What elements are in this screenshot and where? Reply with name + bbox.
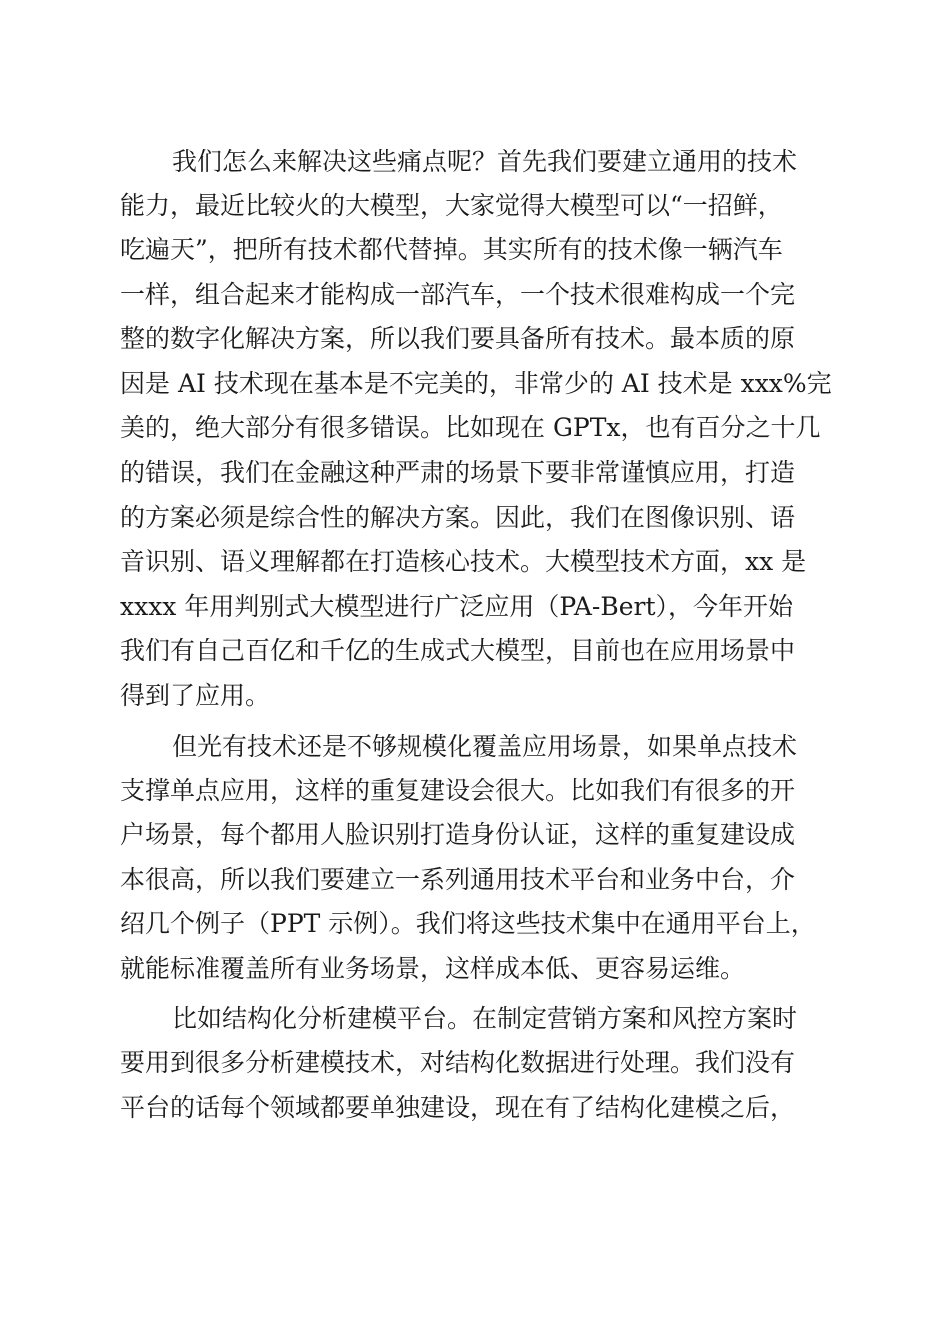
paragraph-2-line-6: 就能标准覆盖所有业务场景，这样成本低、更容易运维。 — [120, 954, 746, 983]
paragraph-1-line-1: 我们怎么来解决这些痛点呢？首先我们要建立通用的技术 — [172, 147, 798, 176]
paragraph-1-line-9: 的方案必须是综合性的解决方案。因此，我们在图像识别、语 — [120, 503, 796, 532]
paragraph-1-line-3: 吃遍天”，把所有技术都代替掉。其实所有的技术像一辆汽车 — [120, 235, 783, 264]
paragraph-1-line-8: 的错误，我们在金融这种严肃的场景下要非常谨慎应用，打造 — [120, 458, 796, 487]
paragraph-1-line-11: xxxx 年用判别式大模型进行广泛应用（PA-Bert），今年开始 — [120, 592, 794, 621]
paragraph-3-line-1: 比如结构化分析建模平台。在制定营销方案和风控方案时 — [172, 1004, 798, 1033]
paragraph-2-line-1: 但光有技术还是不够规模化覆盖应用场景，如果单点技术 — [172, 732, 798, 761]
paragraph-3-line-2: 要用到很多分析建模技术，对结构化数据进行处理。我们没有 — [120, 1048, 796, 1077]
paragraph-2-line-3: 户场景，每个都用人脸识别打造身份认证，这样的重复建设成 — [120, 820, 796, 849]
paragraph-1-line-5: 整的数字化解决方案，所以我们要具备所有技术。最本质的原 — [120, 324, 796, 353]
paragraph-2-line-2: 支撑单点应用，这样的重复建设会很大。比如我们有很多的开 — [120, 776, 796, 805]
paragraph-2-line-5: 绍几个例子（PPT 示例）。我们将这些技术集中在通用平台上， — [120, 909, 816, 938]
paragraph-1-line-7: 美的，绝大部分有很多错误。比如现在 GPTx，也有百分之十几 — [120, 413, 821, 442]
paragraph-1-line-13: 得到了应用。 — [120, 681, 271, 710]
paragraph-1-line-6: 因是 AI 技术现在基本是不完美的，非常少的 AI 技术是 xxx%完 — [120, 369, 832, 398]
paragraph-1-line-10: 音识别、语义理解都在打造核心技术。大模型技术方面，xx 是 — [120, 547, 807, 576]
paragraph-1-line-12: 我们有自己百亿和千亿的生成式大模型，目前也在应用场景中 — [120, 636, 796, 665]
paragraph-1-line-2: 能力，最近比较火的大模型，大家觉得大模型可以“一招鲜， — [120, 191, 783, 220]
paragraph-1-line-4: 一样，组合起来才能构成一部汽车，一个技术很难构成一个完 — [120, 280, 796, 309]
paragraph-2-line-4: 本很高，所以我们要建立一系列通用技术平台和业务中台，介 — [120, 865, 796, 894]
paragraph-3-line-3: 平台的话每个领域都要单独建设，现在有了结构化建模之后， — [120, 1093, 796, 1122]
